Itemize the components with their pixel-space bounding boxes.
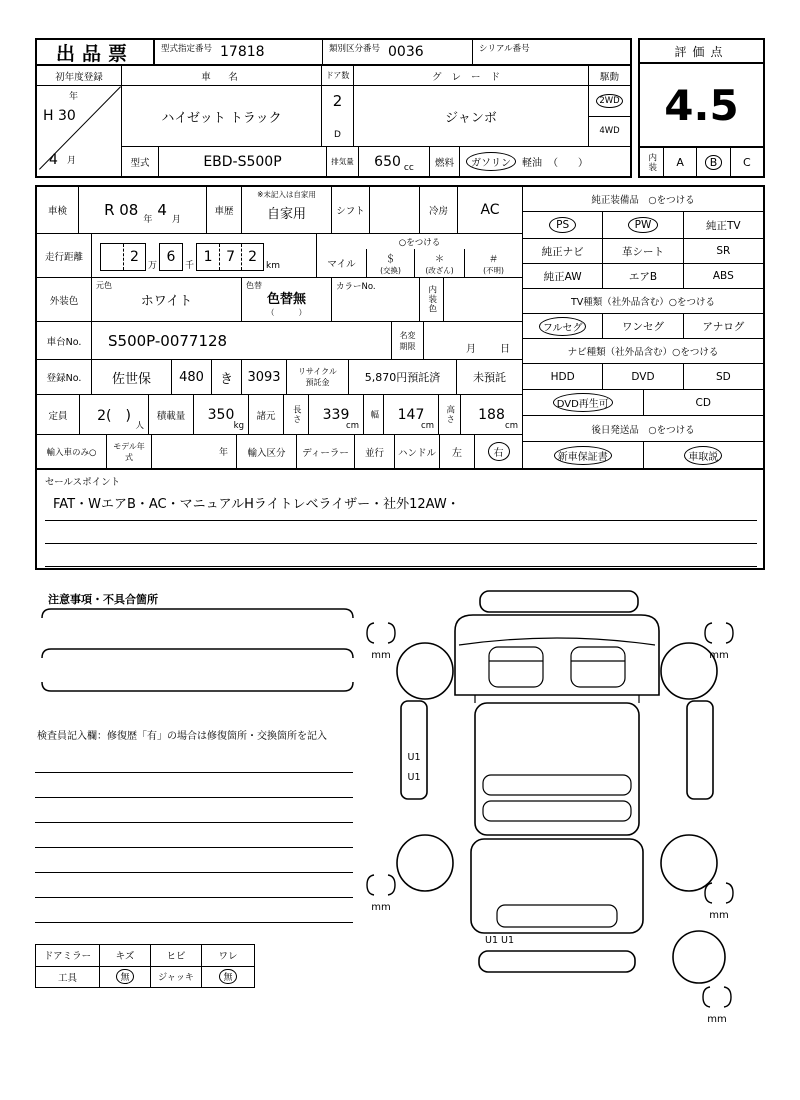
break-label: ワレ <box>218 951 238 963</box>
navi-type-row-1 <box>523 364 763 390</box>
grade-column <box>354 66 589 146</box>
color-change-paren: （ ） <box>266 308 307 317</box>
sales-line <box>45 566 757 567</box>
chassis-value: S500P-0077128 <box>92 322 392 359</box>
aircon-value: AC <box>480 202 500 218</box>
spec-label: 諸元 <box>249 395 284 434</box>
model-designation-label: 型式指定番号 <box>161 44 213 54</box>
hash-mark: ＃ <box>488 253 499 265</box>
notes-label: 注意事項・不具合箇所 <box>48 593 158 606</box>
first-reg-year-unit: 年 <box>69 92 79 102</box>
serial-number-field <box>473 40 630 64</box>
grade-value: ジャンボ <box>445 110 497 126</box>
doors-label: ドア数 <box>322 66 353 86</box>
capacity-unit: 人 <box>135 421 144 431</box>
equipment-header: 純正装備品 ○をつける <box>523 187 763 212</box>
equipment-row-1 <box>523 212 763 239</box>
height-label-cell <box>439 395 461 434</box>
bracket-rear-left <box>367 875 395 895</box>
drive-label: 駆動 <box>589 66 630 86</box>
writing-line <box>35 772 353 773</box>
first-reg-month: 4 <box>49 152 58 168</box>
u1-mark-gate-top: U1 <box>407 752 421 763</box>
equipment-ps: PS <box>549 217 576 233</box>
sales-points-section <box>35 468 765 570</box>
chassis-row <box>37 322 522 360</box>
model-designation-value: 17818 <box>220 44 265 60</box>
jack-label: ジャッキ <box>151 967 202 988</box>
car-name-label: 車 名 <box>122 66 321 86</box>
side-gate-left <box>401 701 427 799</box>
doors-value: 2 <box>332 92 343 110</box>
shaken-era: R 08 <box>104 201 139 219</box>
mileage-digit: 2 <box>241 244 263 270</box>
vehicle-diagram <box>355 583 745 1028</box>
model-code-label: 型式 <box>122 147 159 176</box>
interior-grade-label: 内装 <box>646 152 657 172</box>
equipment-item <box>523 212 603 238</box>
mile-flag: マイル <box>317 249 367 277</box>
mileage-ones-group <box>196 243 264 271</box>
mileage-sen-group <box>159 243 183 271</box>
tv-fullseg: フルセグ <box>539 317 587 336</box>
drive-column <box>589 66 630 146</box>
handle-right-cell <box>475 435 522 468</box>
registration-label: 登録No. <box>37 360 92 394</box>
fuel-gasoline: ガソリン <box>466 152 516 171</box>
first-reg-year: H 30 <box>43 108 76 124</box>
height-cell <box>461 395 522 434</box>
navi-option: CD <box>695 396 711 409</box>
inspector-note: 検査員記入欄：修復歴「有」の場合は修復箇所・交換箇所を記入 <box>37 731 327 742</box>
exterior-color-label: 外装色 <box>37 278 92 321</box>
capacity-value: 2( ) <box>97 407 131 424</box>
aircon-label: 冷房 <box>420 187 458 233</box>
width-cell <box>384 395 439 434</box>
score-box <box>638 38 765 178</box>
tools-table <box>35 944 255 988</box>
load-label: 積載量 <box>149 395 194 434</box>
exchange-flag <box>367 249 415 277</box>
score-label: 評価点 <box>640 40 763 64</box>
sales-line <box>45 520 757 521</box>
rename-limit-label-cell <box>392 322 424 359</box>
recycle-label-cell <box>287 360 349 394</box>
header-band <box>35 38 632 66</box>
first-registration-label: 初年度登録 <box>37 66 121 86</box>
interior-grade-c: C <box>742 155 751 169</box>
crack-label: ヒビ <box>151 945 202 966</box>
class-number-label: 類別区分番号 <box>329 44 381 54</box>
history-label: 車歴 <box>207 187 242 233</box>
width-label: 幅 <box>368 409 379 420</box>
drive-2wd-cell <box>589 86 630 117</box>
mileage-digits-cell <box>92 234 317 277</box>
shaken-date-cell <box>79 187 207 233</box>
drive-4wd-cell <box>589 117 630 147</box>
front-bumper <box>480 591 638 612</box>
score-value: 4.5 <box>664 80 739 130</box>
details-left <box>37 187 523 468</box>
rename-limit-label: 名変期限 <box>399 330 416 351</box>
color-change-value: 色替無 <box>266 292 306 307</box>
length-label-cell <box>284 395 309 434</box>
tamper-flag <box>415 249 465 277</box>
base-color-cell <box>92 278 242 321</box>
fuel-paren: （ ） <box>548 158 588 169</box>
vehicle-info-table <box>35 64 632 178</box>
shipment-item <box>523 442 644 468</box>
navi-type-header: ナビ種類（社外品含む）○をつける <box>523 339 763 364</box>
shift-value-cell <box>370 187 420 233</box>
interior-grade-b: B <box>705 155 723 170</box>
details-right <box>523 187 763 468</box>
equipment-item: 純正TV <box>706 219 741 232</box>
capacity-cell <box>80 395 149 434</box>
equipment-item: 純正ナビ <box>523 239 603 263</box>
details-table <box>35 185 765 470</box>
mileage-digit <box>101 244 123 270</box>
writing-line <box>35 797 353 798</box>
notes-line-3 <box>42 682 353 691</box>
cab-outline <box>455 615 659 695</box>
navi-option: SD <box>715 370 731 383</box>
mileage-digit: 7 <box>219 244 241 270</box>
navi-type-row-2 <box>523 390 763 416</box>
import-type-label: 輸入区分 <box>237 435 297 468</box>
navi-option: DVD <box>603 364 683 389</box>
handle-right-option: 右 <box>488 442 510 461</box>
man-unit: 万 <box>148 261 158 271</box>
interior-color-label-cell <box>420 278 444 321</box>
length-unit: cm <box>346 421 359 431</box>
model-year-label: モデル年式 <box>113 441 145 462</box>
mm-label-front-right: mm <box>709 650 729 661</box>
height-value: 188 <box>478 406 505 423</box>
exchange-sub: (交換) <box>380 265 401 275</box>
interior-color-label: 内装色 <box>426 285 437 314</box>
u1-mark-rear: U1 U1 <box>485 935 515 946</box>
writing-line <box>35 822 353 823</box>
navi-option <box>523 390 644 415</box>
interior-grade-label-cell <box>640 148 664 176</box>
width-value: 147 <box>397 406 425 423</box>
color-change-cell <box>242 278 332 321</box>
notes-bracket-box <box>40 606 355 694</box>
import-row <box>37 435 522 468</box>
parallel-option: 並行 <box>355 435 395 468</box>
doors-unit: D <box>334 130 341 140</box>
unknown-flag <box>465 249 522 277</box>
chassis-label: 車台No. <box>37 322 92 359</box>
handle-label: ハンドル <box>395 435 440 468</box>
navi-option: HDD <box>523 364 603 389</box>
rename-month: 月 <box>466 344 476 355</box>
base-color-label: 元色 <box>96 281 112 290</box>
cab-bed-connectors <box>475 695 639 703</box>
capacity-row <box>37 395 522 435</box>
mileage-row <box>37 234 522 278</box>
tv-option: ワンセグ <box>603 314 683 338</box>
tools-none-cell <box>100 967 151 988</box>
equipment-row-3 <box>523 264 763 289</box>
equipment-row-2 <box>523 239 763 264</box>
tools-table-row-2 <box>36 967 254 988</box>
shipment-item <box>644 442 764 468</box>
windshield-line <box>459 638 655 645</box>
dealer-option: ディーラー <box>297 435 355 468</box>
sales-points-text: FAT・WエアB・AC・マニュアルHライトレベライザー・社外12AW・ <box>53 497 460 512</box>
equipment-item: エアB <box>603 264 683 288</box>
vehicle-info-row-b <box>122 146 630 176</box>
tamper-sub: (改ざん) <box>425 265 454 275</box>
mileage-man-group <box>100 243 146 271</box>
import-only-label: 輸入車のみ○ <box>37 435 107 468</box>
dollar-mark: ＄ <box>385 253 396 265</box>
displacement-value: 650 <box>374 153 401 170</box>
unknown-sub: (不明) <box>483 265 504 275</box>
class-number-value: 0036 <box>388 44 424 60</box>
recycle-paid: 5,870円預託済 <box>349 360 457 394</box>
registration-kana: き <box>212 360 242 394</box>
seat-left <box>489 647 543 687</box>
km-unit: km <box>266 261 281 271</box>
car-name-column <box>122 66 322 146</box>
mileage-digit: 6 <box>166 249 176 265</box>
class-number-field <box>323 40 473 64</box>
equipment-item: 純正AW <box>523 264 603 288</box>
registration-number: 3093 <box>242 360 287 394</box>
model-code-value: EBD-S500P <box>159 147 327 176</box>
interior-grade-a: A <box>664 148 697 176</box>
owner-manual: 車取説 <box>684 446 722 465</box>
rear-bumper <box>479 951 635 972</box>
mm-label-rear-right: mm <box>709 910 729 921</box>
equipment-item <box>603 212 683 238</box>
model-designation-field <box>155 40 323 64</box>
sales-line <box>45 543 757 544</box>
recycle-label: リサイクル預託金 <box>298 367 337 387</box>
rename-day: 日 <box>500 344 510 355</box>
rear-inner-panel <box>497 905 617 927</box>
writing-line <box>35 897 353 898</box>
navi-dvd-playable: DVD再生可 <box>553 393 613 412</box>
bed-outline <box>475 703 639 835</box>
displacement-label: 排気量 <box>327 147 359 176</box>
first-registration-cell <box>37 86 121 176</box>
shaken-month: 4 <box>157 201 167 219</box>
mm-label-front-left: mm <box>371 650 391 661</box>
mileage-flag-cells <box>317 249 522 277</box>
sales-points-label: セールスポイント <box>45 477 121 488</box>
bracket-front-right <box>705 623 733 643</box>
shaken-year-unit: 年 <box>143 215 153 225</box>
drive-2wd: 2WD <box>596 94 622 108</box>
later-shipment-row <box>523 442 763 468</box>
handle-left-option: 左 <box>440 435 475 468</box>
notes-line-2 <box>42 649 353 658</box>
mm-label-rear-left: mm <box>371 902 391 913</box>
bed-bar-1 <box>483 775 631 795</box>
history-cell <box>242 187 332 233</box>
tv-option <box>523 314 603 338</box>
base-color-value: ホワイト <box>140 294 193 309</box>
model-year-cell: 年 <box>152 435 237 468</box>
writing-line <box>35 847 353 848</box>
history-note: ※未記入は自家用 <box>257 190 316 199</box>
tv-type-row <box>523 314 763 339</box>
bracket-front-left <box>367 623 395 643</box>
fuel-cell <box>460 147 630 176</box>
load-cell <box>194 395 249 434</box>
measure-brackets <box>367 623 733 1007</box>
shaken-label: 車検 <box>37 187 79 233</box>
writing-line <box>35 922 353 923</box>
length-cell <box>309 395 364 434</box>
circle-note: ○をつける <box>398 237 441 248</box>
height-label: 高さ <box>444 405 455 424</box>
tools-label: 工具 <box>36 967 100 988</box>
shaken-month-unit: 月 <box>171 215 181 225</box>
spare-tire <box>673 931 725 983</box>
exterior-color-row <box>37 278 522 322</box>
first-registration-column <box>37 66 122 176</box>
tv-option: アナログ <box>702 320 745 333</box>
door-mirror-label: ドアミラー <box>36 945 100 966</box>
equipment-item: ABS <box>712 270 734 282</box>
color-no-cell <box>332 278 420 321</box>
equipment-item: 革シート <box>603 239 683 263</box>
star-mark: ＊ <box>434 253 445 265</box>
bracket-bottom-right <box>703 987 731 1007</box>
registration-class: 480 <box>172 360 212 394</box>
shaken-row <box>37 187 522 234</box>
width-unit: cm <box>421 421 434 431</box>
writing-line <box>35 872 353 873</box>
interior-grade-row <box>640 146 763 176</box>
notes-line-1 <box>42 609 353 618</box>
load-unit: kg <box>233 421 244 431</box>
displacement-unit: cc <box>403 163 414 173</box>
mileage-label: 走行距離 <box>37 234 92 277</box>
doors-column <box>322 66 354 146</box>
registration-area: 佐世保 <box>92 360 172 394</box>
serial-number-label: シリアル番号 <box>479 44 530 54</box>
registration-row <box>37 360 522 395</box>
displacement-cell <box>359 147 430 176</box>
car-name-value: ハイゼット トラック <box>161 110 282 126</box>
doors-cell <box>322 86 353 146</box>
vehicle-info-row-a <box>122 66 630 146</box>
vehicle-info-right <box>122 66 630 176</box>
scratch-label: キズ <box>100 945 151 966</box>
side-gate-right <box>687 701 713 799</box>
equipment-item: SR <box>716 245 731 257</box>
color-no-label: カラーNo. <box>336 282 376 292</box>
sen-unit: 千 <box>185 261 195 271</box>
tv-type-header: TV種類（社外品含む）○をつける <box>523 289 763 314</box>
drive-4wd: 4WD <box>599 126 620 137</box>
grade-label: グレード <box>354 66 588 86</box>
height-unit: cm <box>505 421 518 431</box>
color-change-label: 色替 <box>246 281 262 290</box>
equipment-pw: PW <box>628 217 659 233</box>
later-shipment-header: 後日発送品 ○をつける <box>523 416 763 442</box>
rear-wheel-left <box>397 835 453 891</box>
mileage-flags <box>317 234 522 277</box>
fuel-diesel: 軽油 <box>522 158 542 169</box>
jack-none: 無 <box>219 969 236 984</box>
length-label: 長さ <box>291 405 302 424</box>
fuel-label: 燃料 <box>430 147 460 176</box>
recycle-unpaid: 未預託 <box>473 371 506 384</box>
tools-table-row-1 <box>36 945 254 967</box>
bed-bar-2 <box>483 801 631 821</box>
interior-color-value-cell <box>444 278 522 321</box>
mileage-digit: 2 <box>123 244 145 270</box>
width-label-cell <box>364 395 384 434</box>
seat-right <box>571 647 625 687</box>
bracket-rear-right <box>705 883 733 903</box>
shift-label: シフト <box>332 187 370 233</box>
jack-none-cell <box>202 967 254 988</box>
length-value: 339 <box>322 406 350 423</box>
u1-mark-gate-bottom: U1 <box>407 772 421 783</box>
new-car-warranty: 新車保証書 <box>554 446 612 465</box>
history-value: 自家用 <box>266 207 306 222</box>
mm-label-spare: mm <box>707 1014 727 1025</box>
tools-none: 無 <box>116 969 133 984</box>
rename-limit-cell <box>424 322 522 359</box>
capacity-label: 定員 <box>37 395 80 434</box>
first-reg-month-unit: 月 <box>67 156 77 166</box>
rear-wheel-right <box>661 835 717 891</box>
interior-grade-b-cell <box>697 148 730 176</box>
model-year-label-cell <box>107 435 152 468</box>
load-value: 350 <box>207 406 235 423</box>
front-wheel-left <box>397 643 453 699</box>
form-title: 出品票 <box>37 40 155 64</box>
mileage-digit: 1 <box>203 249 213 265</box>
